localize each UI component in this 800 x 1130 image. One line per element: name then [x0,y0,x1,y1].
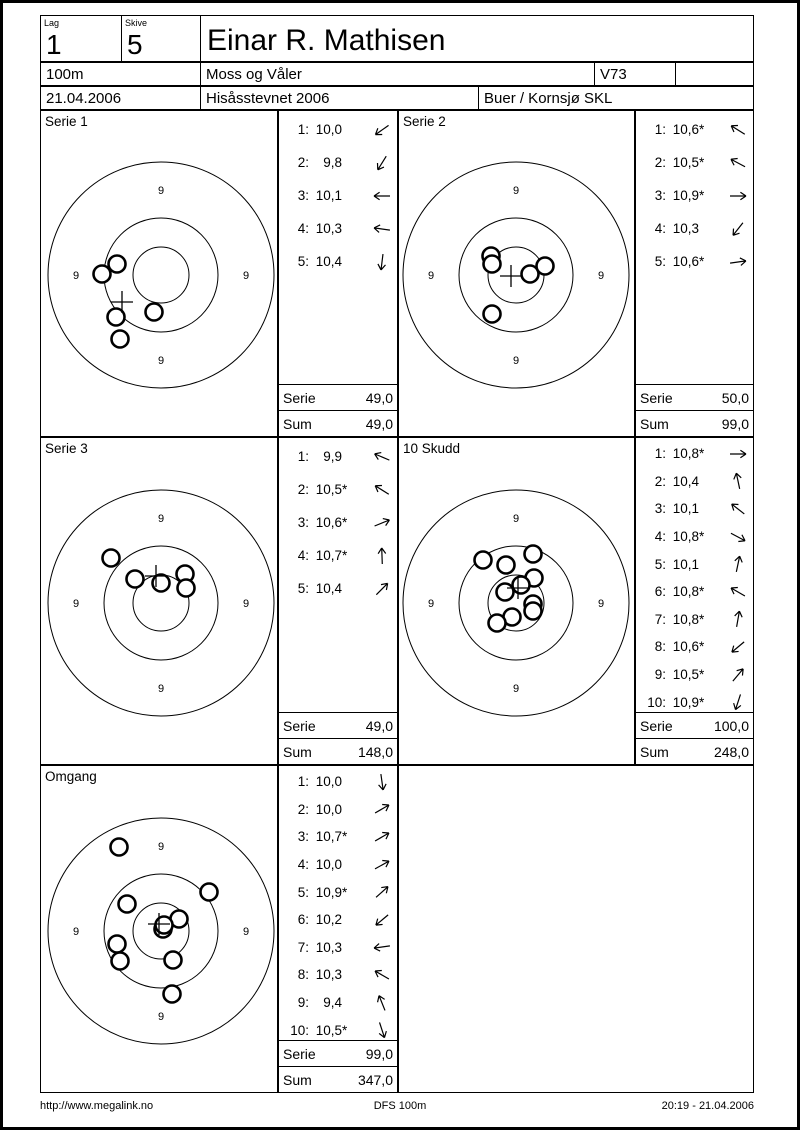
shot-hole [489,615,506,632]
shot-number: 3: [297,188,309,203]
shot-value: 10,3 [315,221,342,236]
shot-number: 3: [654,501,666,517]
serie-label: Serie [283,717,316,734]
shot-row [636,688,753,712]
shot-number: 2: [297,482,309,497]
shot-hole [201,884,218,901]
serie-total-row [279,1040,397,1066]
shot-row [636,661,753,689]
shot-number: 1: [654,446,666,462]
serie-value: 50,0 [721,389,749,406]
shot-hole [119,896,136,913]
target-diagram [41,111,277,436]
shot-hole [498,557,515,574]
deviation-arrow-icon [726,608,750,630]
shot-row [636,179,753,212]
shot-row [636,606,753,634]
serie-total-row [636,712,753,738]
deviation-arrow-icon [726,498,750,520]
shot-row [636,245,753,278]
shot-number: 1: [654,122,666,137]
shot-value: 10,0 [315,801,342,817]
inner-ten-marker: * [699,155,705,170]
inner-ten-marker: * [342,482,348,497]
serie-label: Serie [283,389,316,406]
deviation-arrow-icon [726,119,750,141]
shot-row [636,146,753,179]
ring-label: 9 [242,597,250,610]
shot-value: 10,3 [672,221,699,236]
shot-number: 9: [297,995,309,1011]
shot-hole [146,304,163,321]
shot-number: 7: [654,611,666,627]
sum-value: 148,0 [357,743,393,760]
sum-label: Sum [640,415,669,432]
deviation-arrow-icon [726,443,750,465]
shot-row [279,878,397,906]
inner-ten-marker: * [342,884,348,900]
inner-ten-marker: * [342,548,348,563]
shot-hole [484,256,501,273]
shot-hole [112,953,129,970]
shot-number: 6: [654,584,666,600]
shot-number: 3: [654,188,666,203]
ring-label: 9 [157,682,165,695]
shooter-name: Einar R. Mathisen [207,24,446,57]
sum-value: 347,0 [357,1071,393,1088]
shot-hole [484,306,501,323]
shot-value: 10,1 [672,501,699,517]
serie-label: Serie [283,1045,316,1062]
target-diagram [399,111,634,436]
shot-number: 3: [297,515,309,530]
inner-ten-marker: * [699,694,705,710]
lag-cell [40,15,122,62]
shot-number: 5: [297,254,309,269]
deviation-arrow-icon [370,881,394,903]
inner-ten-marker: * [699,188,705,203]
club-cell [200,62,595,86]
deviation-arrow-icon [370,826,394,848]
ring-label: 9 [512,512,520,525]
class-extra-cell [675,62,754,86]
ring-label: 9 [72,269,80,282]
sum-total-row [636,410,753,436]
shot-row [279,113,397,146]
shot-number: 4: [654,221,666,236]
shot-hole [525,546,542,563]
shot-hole [475,552,492,569]
distance: 100m [46,66,84,83]
shot-hole [165,952,182,969]
shot-number: 6: [297,912,309,928]
skive-cell [121,15,201,62]
panel-title: Serie 1 [45,114,88,129]
shot-row [636,633,753,661]
inner-ten-marker: * [699,584,705,600]
target-diagram [41,438,277,764]
shot-value: 10,3 [315,967,342,983]
shot-value: 9,4 [323,995,342,1011]
shot-hole [112,331,129,348]
event-cell [200,86,479,110]
score-panel [278,765,398,1093]
shot-number: 1: [297,449,309,464]
panel-title: Serie 2 [403,114,446,129]
footer-program: DFS 100m [373,1100,427,1112]
shot-number: 3: [297,829,309,845]
target-ring [133,247,189,303]
shot-hole [109,936,126,953]
shot-value: 10,4 [315,254,342,269]
deviation-arrow-icon [726,185,750,207]
lag-value: 1 [46,29,62,60]
shot-hole [513,577,530,594]
shot-value: 10,4 [672,473,699,489]
shot-hole [153,575,170,592]
shot-hole [497,584,514,601]
shot-list [279,766,397,1040]
serie-value: 49,0 [365,717,393,734]
deviation-arrow-icon [726,526,750,548]
ring-label: 9 [427,597,435,610]
inner-ten-marker: * [699,639,705,655]
score-panel [635,110,754,437]
deviation-arrow-icon [370,1019,394,1040]
deviation-arrow-icon [370,218,394,240]
range: Buer / Kornsjø SKL [484,90,613,107]
ring-label: 9 [72,925,80,938]
target-box [398,110,635,437]
serie-value: 49,0 [365,389,393,406]
shot-hole [178,580,195,597]
sum-total-row [636,738,753,764]
shot-row [279,473,397,506]
deviation-arrow-icon [726,152,750,174]
shot-value: 10,9 [672,694,699,710]
shot-number: 4: [297,548,309,563]
deviation-arrow-icon [370,964,394,986]
shot-number: 10: [290,1022,309,1038]
shot-value: 10,5 [315,1022,342,1038]
mpi-cross [500,265,522,287]
deviation-arrow-icon [370,251,394,273]
shot-list [279,111,397,384]
ring-label: 9 [512,354,520,367]
shot-number: 8: [297,967,309,983]
serie-value: 99,0 [365,1045,393,1062]
deviation-arrow-icon [726,691,750,712]
shot-value: 10,1 [315,188,342,203]
shot-value: 10,9 [672,188,699,203]
deviation-arrow-icon [370,854,394,876]
shot-value: 10,0 [315,774,342,790]
ring-label: 9 [157,1010,165,1023]
deviation-arrow-icon [726,218,750,240]
panel-title: Serie 3 [45,441,88,456]
footer-timestamp: 20:19 - 21.04.2006 [661,1100,754,1112]
shot-hole [111,839,128,856]
shot-row [279,212,397,245]
serie-total-row [279,384,397,410]
shot-value: 10,7 [315,548,342,563]
target-box [40,765,278,1093]
ring-label: 9 [242,925,250,938]
shot-number: 5: [654,556,666,572]
shot-list [279,438,397,712]
shot-row [279,906,397,934]
ring-label: 9 [427,269,435,282]
shot-value: 10,3 [315,939,342,955]
sum-value: 99,0 [721,415,749,432]
date: 21.04.2006 [46,90,122,107]
target-ring [459,218,573,332]
shot-hole [537,258,554,275]
shot-row [636,468,753,496]
date-cell [40,86,201,110]
shot-value: 10,6 [672,639,699,655]
skive-value: 5 [127,29,143,60]
deviation-arrow-icon [370,119,394,141]
shot-value: 10,2 [315,912,342,928]
sum-total-row [279,738,397,764]
shot-list [636,438,753,712]
target-diagram [399,438,634,764]
inner-ten-marker: * [699,254,705,269]
shot-value: 10,6 [672,122,699,137]
serie-label: Serie [640,717,673,734]
sum-value: 248,0 [713,743,749,760]
shot-number: 2: [297,155,309,170]
score-panel [635,437,754,765]
shot-value: 10,6 [315,515,342,530]
panel-title: 10 Skudd [403,441,461,456]
shot-number: 2: [654,473,666,489]
shot-row [279,506,397,539]
shot-number: 8: [654,639,666,655]
deviation-arrow-icon [370,479,394,501]
score-panel [278,110,398,437]
shot-value: 10,8 [672,446,699,462]
panel-title: Omgang [45,769,97,784]
score-panel [278,437,398,765]
skive-label: Skive [125,18,148,28]
inner-ten-marker: * [699,122,705,137]
target-box [398,437,635,765]
shot-row [279,572,397,605]
shot-number: 5: [297,884,309,900]
deviation-arrow-icon [370,992,394,1014]
deviation-arrow-icon [726,553,750,575]
sum-label: Sum [640,743,669,760]
shot-row [636,113,753,146]
inner-ten-marker: * [699,446,705,462]
shot-row [636,212,753,245]
shot-hole [164,986,181,1003]
shot-number: 9: [654,667,666,683]
shot-number: 7: [297,939,309,955]
shot-hole [103,550,120,567]
shot-value: 10,0 [315,122,342,137]
sum-label: Sum [283,415,312,432]
club: Moss og Våler [206,66,302,83]
shot-list [636,111,753,384]
shot-number: 1: [297,774,309,790]
sum-total-row [279,410,397,436]
shot-value: 9,9 [323,449,342,464]
shot-value: 10,6 [672,254,699,269]
deviation-arrow-icon [370,545,394,567]
deviation-arrow-icon [370,578,394,600]
inner-ten-marker: * [699,529,705,545]
deviation-arrow-icon [726,636,750,658]
shot-value: 10,5 [672,155,699,170]
shot-value: 10,8 [672,529,699,545]
shot-hole [525,603,542,620]
shot-row [279,934,397,962]
deviation-arrow-icon [726,251,750,273]
shot-value: 9,8 [323,155,342,170]
shot-value: 10,1 [672,556,699,572]
shot-row [636,495,753,523]
range-cell [478,86,754,110]
shot-hole [127,571,144,588]
shot-row [279,440,397,473]
shot-value: 10,8 [672,584,699,600]
shot-row [636,550,753,578]
shot-row [279,539,397,572]
inner-ten-marker: * [342,1022,348,1038]
shot-value: 10,8 [672,611,699,627]
ring-label: 9 [72,597,80,610]
deviation-arrow-icon [726,470,750,492]
shooter-class: V73 [600,66,627,83]
shot-number: 2: [654,155,666,170]
shot-number: 4: [297,221,309,236]
shot-row [279,179,397,212]
shot-number: 2: [297,801,309,817]
shot-value: 10,7 [315,829,342,845]
serie-total-row [279,712,397,738]
shot-row [279,1016,397,1040]
shooter-name-cell [200,15,754,62]
ring-label: 9 [157,840,165,853]
inner-ten-marker: * [699,611,705,627]
ring-label: 9 [157,354,165,367]
shot-row [279,961,397,989]
empty-quadrant [398,765,754,1093]
deviation-arrow-icon [370,798,394,820]
shot-value: 10,0 [315,857,342,873]
shot-row [279,796,397,824]
target-box [40,110,278,437]
sum-label: Sum [283,1071,312,1088]
shot-hole [156,917,173,934]
deviation-arrow-icon [370,909,394,931]
deviation-arrow-icon [726,664,750,686]
deviation-arrow-icon [726,581,750,603]
inner-ten-marker: * [342,515,348,530]
distance-cell [40,62,201,86]
deviation-arrow-icon [370,152,394,174]
deviation-arrow-icon [370,512,394,534]
shot-value: 10,5 [315,482,342,497]
class-cell [594,62,676,86]
serie-label: Serie [640,389,673,406]
shot-row [636,523,753,551]
shot-row [636,578,753,606]
inner-ten-marker: * [342,829,348,845]
ring-label: 9 [157,184,165,197]
ring-label: 9 [597,269,605,282]
shot-row [636,440,753,468]
ring-label: 9 [157,512,165,525]
shot-number: 1: [297,122,309,137]
target-ring [104,546,218,660]
ring-label: 9 [512,682,520,695]
shot-value: 10,4 [315,581,342,596]
shot-row [279,146,397,179]
shot-value: 10,9 [315,884,342,900]
shot-row [279,989,397,1017]
target-box [40,437,278,765]
shot-row [279,851,397,879]
ring-label: 9 [597,597,605,610]
ring-label: 9 [242,269,250,282]
shot-row [279,768,397,796]
sum-value: 49,0 [365,415,393,432]
serie-value: 100,0 [713,717,749,734]
sum-total-row [279,1066,397,1092]
deviation-arrow-icon [370,185,394,207]
lag-label: Lag [44,18,60,28]
target-diagram [41,766,277,1092]
deviation-arrow-icon [370,446,394,468]
sum-label: Sum [283,743,312,760]
shot-number: 4: [297,857,309,873]
shot-row [279,245,397,278]
shot-number: 4: [654,529,666,545]
deviation-arrow-icon [370,771,394,793]
shot-hole [109,256,126,273]
shot-number: 5: [297,581,309,596]
shot-number: 5: [654,254,666,269]
ring-label: 9 [512,184,520,197]
shot-value: 10,5 [672,667,699,683]
serie-total-row [636,384,753,410]
shot-hole [94,266,111,283]
inner-ten-marker: * [699,667,705,683]
footer-url: http://www.megalink.no [40,1100,154,1112]
deviation-arrow-icon [370,936,394,958]
shot-number: 10: [647,694,666,710]
shot-row [279,823,397,851]
event: Hisåsstevnet 2006 [206,90,330,107]
